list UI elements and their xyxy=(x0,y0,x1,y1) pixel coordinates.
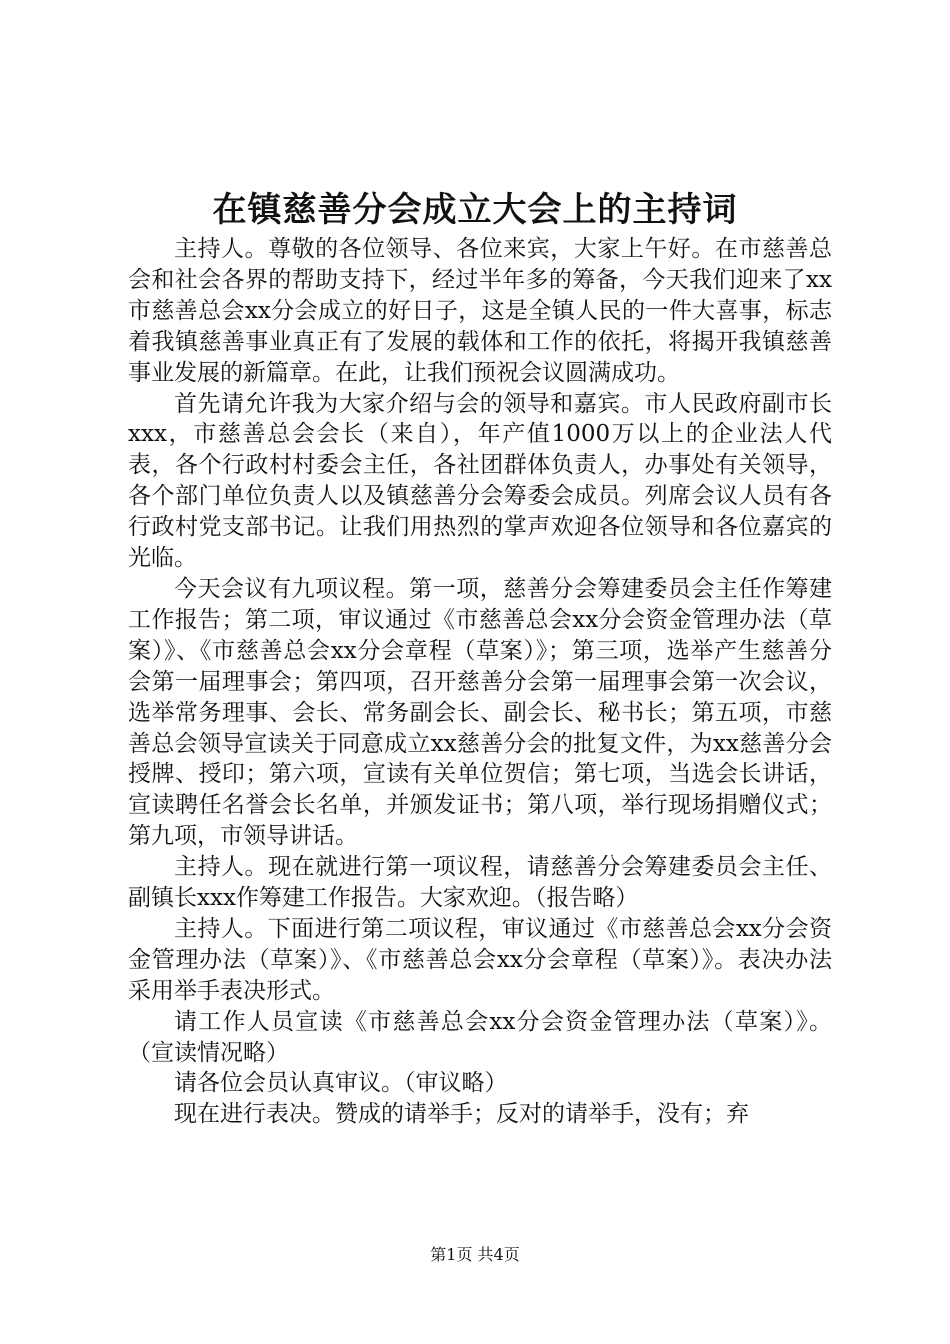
paragraph-vote: 现在进行表决。赞成的请举手；反对的请举手，没有；弃 xyxy=(174,1101,749,1128)
paragraph-opening: 主持人。尊敬的各位领导、各位来宾，大家上午好。在市慈善总会和社会各界的帮助支持下，经过半年多的筹备，今天我们迎来了xx市慈善总会xx分会成立的好日子，这是全镇人民的一件大喜事，标志着我镇慈善事业真正有了发展的载体和工作的依托，将揭开我镇慈善事业发展的新篇章。在此，让我们预祝会议圆满成功。 xyxy=(128,236,832,386)
page-number-footer: 第1页 共4页 xyxy=(430,1245,520,1264)
document-body xyxy=(128,234,832,1130)
paragraph-item-two: 主持人。下面进行第二项议程，审议通过《市慈善总会xx分会资金管理办法（草案）》、《市慈善总会xx分会章程（草案）》。表决办法采用举手表决形式。 xyxy=(128,915,832,1004)
paragraph-introductions: 首先请允许我为大家介绍与会的领导和嘉宾。市人民政府副市长xxx，市慈善总会会长（来自），年产值1000万以上的企业法人代表，各个行政村村委会主任，各社团群体负责人，办事处有关领导，各个部门单位负责人以及镇慈善分会筹委会成员。列席会议人员有各行政村党支部书记。让我们用热烈的掌声欢迎各位领导和各位嘉宾的光临。 xyxy=(128,390,832,572)
paragraph-agenda: 今天会议有九项议程。第一项，慈善分会筹建委员会主任作筹建工作报告；第二项，审议通过《市慈善总会xx分会资金管理办法（草案）》、《市慈善总会xx分会章程（草案）》；第三项，选举产生慈善分会第一届理事会；第四项，召开慈善分会第一届理事会第一次会议，选举常务理事、会长、常务副会长、副会长、秘书长；第五项，市慈善总会领导宣读关于同意成立xx慈善分会的批复文件，为xx慈善分会授牌、授印；第六项，宣读有关单位贺信；第七项，当选会长讲话，宣读聘任名誉会长名单，并颁发证书；第八项，举行现场捐赠仪式；第九项，市领导讲话。 xyxy=(128,575,832,850)
paragraph-item-one: 主持人。现在就进行第一项议程，请慈善分会筹建委员会主任、副镇长xxx作筹建工作报告。大家欢迎。（报告略） xyxy=(128,854,832,912)
paragraph-review: 请各位会员认真审议。（审议略） xyxy=(174,1070,508,1097)
paragraph-reading: 请工作人员宣读《市慈善总会xx分会资金管理办法（草案）》。（宣读情况略） xyxy=(128,1008,832,1066)
document-title: 在镇慈善分会成立大会上的主持词 xyxy=(212,190,738,230)
